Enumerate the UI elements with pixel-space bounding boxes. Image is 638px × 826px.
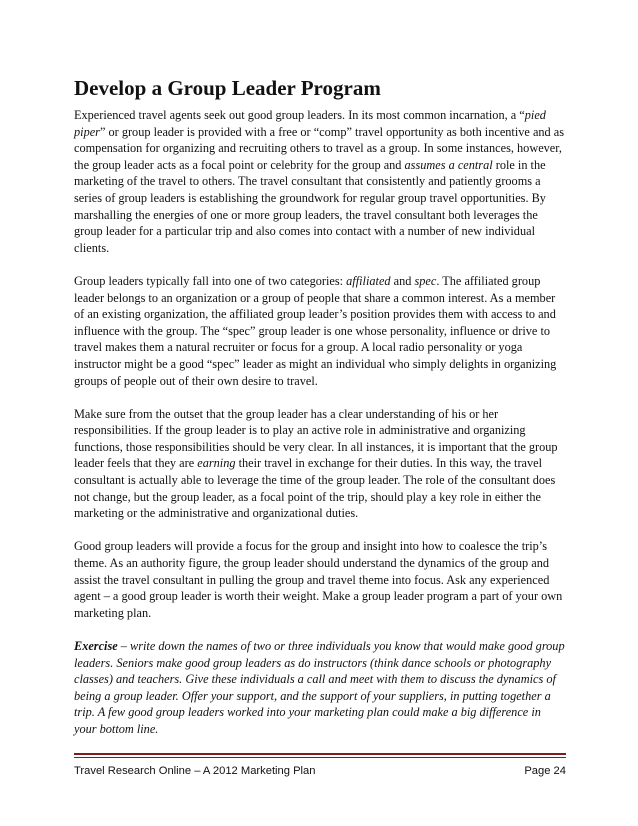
footer-rule-thick: [74, 753, 566, 755]
page-number: Page 24: [524, 765, 566, 777]
footer-rule-thin: [74, 757, 566, 758]
page-title: Develop a Group Leader Program: [74, 76, 381, 100]
text-run: ” or group leader is provided with a free or “comp” travel opportunity as both incentive and as compensation for organizing and recruiting others to travel as a group. In some instances, however, the group leader acts as a focal point or celebrity for the group and: [74, 124, 565, 172]
text-run: their travel in exchange for their duties. In this way, the travel consultant is actually able to leverage the time of the group leader. The role of the consultant does not change, but the group leader, as a focal point of the trip, should play a key role in either the marketing or the administrative and organizational duties.: [74, 456, 556, 521]
body-text: [74, 107, 566, 754]
text-run: role in the marketing of the travel to others. The travel consultant that consistently and patiently grooms a series of group leaders is establishing the groundwork for regular group travel opportunities. By marshalling the energies of one or more group leaders, the travel consultant both leverages the group leader for a particular trip and also comes into contact with a number of new individual clients.: [74, 157, 546, 255]
italic-run: earning: [197, 456, 236, 471]
text-run: . The affiliated group leader belongs to an organization or a group of people that share a common interest. As a member of an existing organization, the affiliated group leader’s position provides them with access to and influence with the group. The “spec” group leader is one whose personality, influence or drive to travel makes them a natural recruiter or focus for a group. A local radio personality or yoga instructor might be a good “spec” leader as might an individual who simply delights in organizing groups of people out of their own desire to travel.: [74, 273, 557, 388]
italic-run: affiliated: [346, 273, 391, 288]
text-run: Group leaders typically fall into one of two categories:: [74, 273, 347, 288]
text-run: Make sure from the outset that the group leader has a clear understanding of his or her responsibilities. If the group leader is to play an active role in administrative and organizing functions, those responsibilities should be very clear. In all instances, it is important that the group leader feels that they are: [74, 406, 558, 471]
italic-run: spec: [414, 273, 437, 288]
paragraph-categories: [74, 273, 566, 389]
text-run: and: [390, 273, 415, 288]
page-footer: [74, 765, 566, 781]
italic-run: pied piper: [74, 108, 546, 139]
paragraph-intro: [74, 107, 566, 256]
italic-run: assumes a central: [404, 157, 493, 172]
paragraph-exercise: [74, 638, 566, 738]
paragraph-responsibilities: [74, 406, 566, 522]
exercise-label: Exercise: [74, 639, 118, 653]
paragraph-good-leaders: Good group leaders will provide a focus for the group and insight into how to coalesce the trip’s theme. As an authority figure, the group leader should understand the dynamics of the group and assist the travel consultant in pulling the group and travel theme into focus. Ask any experienced agent – a good group leader is worth their weight. Make a group leader program a part of your own marketing plan.: [74, 539, 563, 620]
text-run: Experienced travel agents seek out good group leaders. In its most common incarnation, a “: [74, 108, 525, 122]
footer-title: Travel Research Online – A 2012 Marketing Plan: [74, 765, 316, 777]
exercise-text: – write down the names of two or three individuals you know that would make good group leaders. Seniors make good group leaders as do instructors (think dance schools or photography classes) and teachers. Give these individuals a call and meet with them to discuss the dynamics of being a group leader. Offer your support, and the support of your suppliers, in putting together a trip. A few good group leaders worked into your marketing plan could make a big difference in your bottom line.: [74, 639, 565, 736]
